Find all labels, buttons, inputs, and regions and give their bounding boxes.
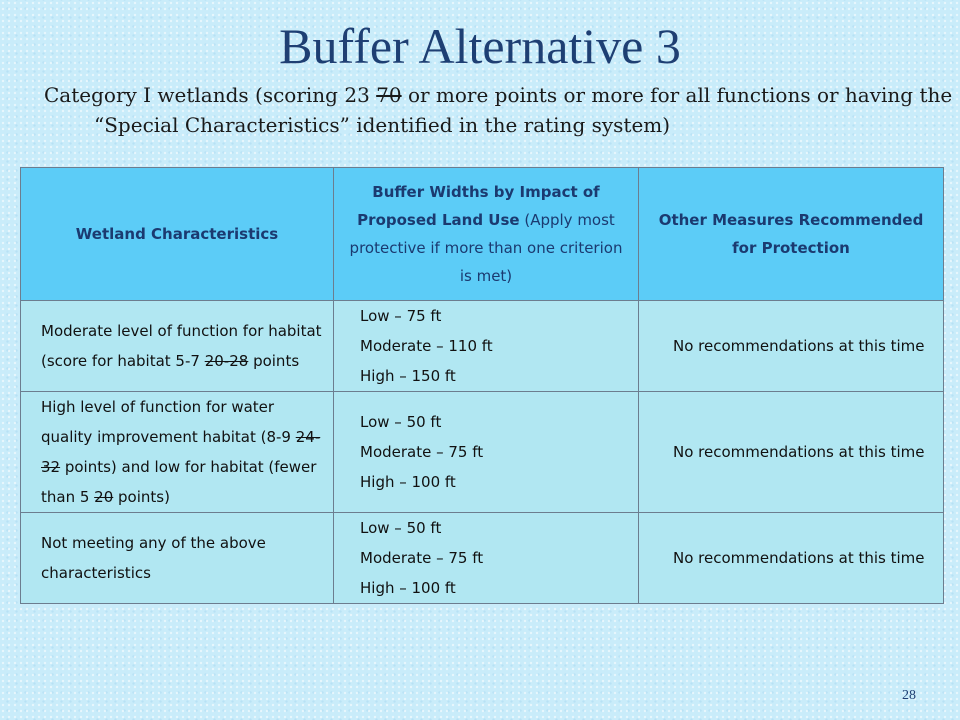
width-low: Low – 50 ft <box>360 413 442 431</box>
struck-score: 20-28 <box>204 352 249 370</box>
header-buffer-widths-bold: Buffer Widths by Impact of Proposed Land Use <box>357 183 600 229</box>
slide-title: Buffer Alternative 3 <box>279 18 681 74</box>
cell-wetland-characteristics: Moderate level of function for habitat (score for habitat 5-7 20-28 points <box>21 301 334 392</box>
table-row <box>21 513 944 604</box>
table-row <box>21 301 944 392</box>
slide-subtitle <box>44 80 960 140</box>
width-moderate: Moderate – 110 ft <box>360 337 493 355</box>
subtitle-struck-text: 70 <box>376 83 402 107</box>
header-buffer-widths <box>334 168 639 301</box>
header-wetland-characteristics: Wetland Characteristics <box>21 168 334 301</box>
header-other-measures: Other Measures Recommended for Protection <box>639 168 944 301</box>
width-high: High – 100 ft <box>360 473 456 491</box>
cell-buffer-widths <box>334 513 639 604</box>
cell-buffer-widths <box>334 392 639 513</box>
width-high: High – 100 ft <box>360 579 456 597</box>
width-moderate: Moderate – 75 ft <box>360 443 484 461</box>
cell-wetland-characteristics: Not meeting any of the above characteristics <box>21 513 334 604</box>
width-low: Low – 50 ft <box>360 519 442 537</box>
cell-other-measures: No recommendations at this time <box>639 301 944 392</box>
cell-wetland-characteristics: High level of function for water quality improvement habitat (8-9 24-32 points) and low for habitat (fewer than 5 20 points) <box>21 392 334 513</box>
width-high: High – 150 ft <box>360 367 456 385</box>
buffer-table <box>20 167 944 604</box>
subtitle-text-1: Category I wetlands (scoring 23 <box>44 83 377 107</box>
cell-other-measures: No recommendations at this time <box>639 392 944 513</box>
cell-buffer-widths <box>334 301 639 392</box>
width-low: Low – 75 ft <box>360 307 442 325</box>
struck-score: 24-32 <box>41 428 321 476</box>
page-number: 28 <box>902 688 916 703</box>
table-header-row <box>21 168 944 301</box>
struck-score: 20 <box>94 488 114 506</box>
table-row <box>21 392 944 513</box>
width-moderate: Moderate – 75 ft <box>360 549 484 567</box>
header-buffer-widths-note: (Apply most protective if more than one criterion is met) <box>349 211 623 285</box>
subtitle-text-2: or more points or more for all functions or having the “Special Characteristics” identified in the rating system) <box>94 83 953 137</box>
cell-other-measures: No recommendations at this time <box>639 513 944 604</box>
